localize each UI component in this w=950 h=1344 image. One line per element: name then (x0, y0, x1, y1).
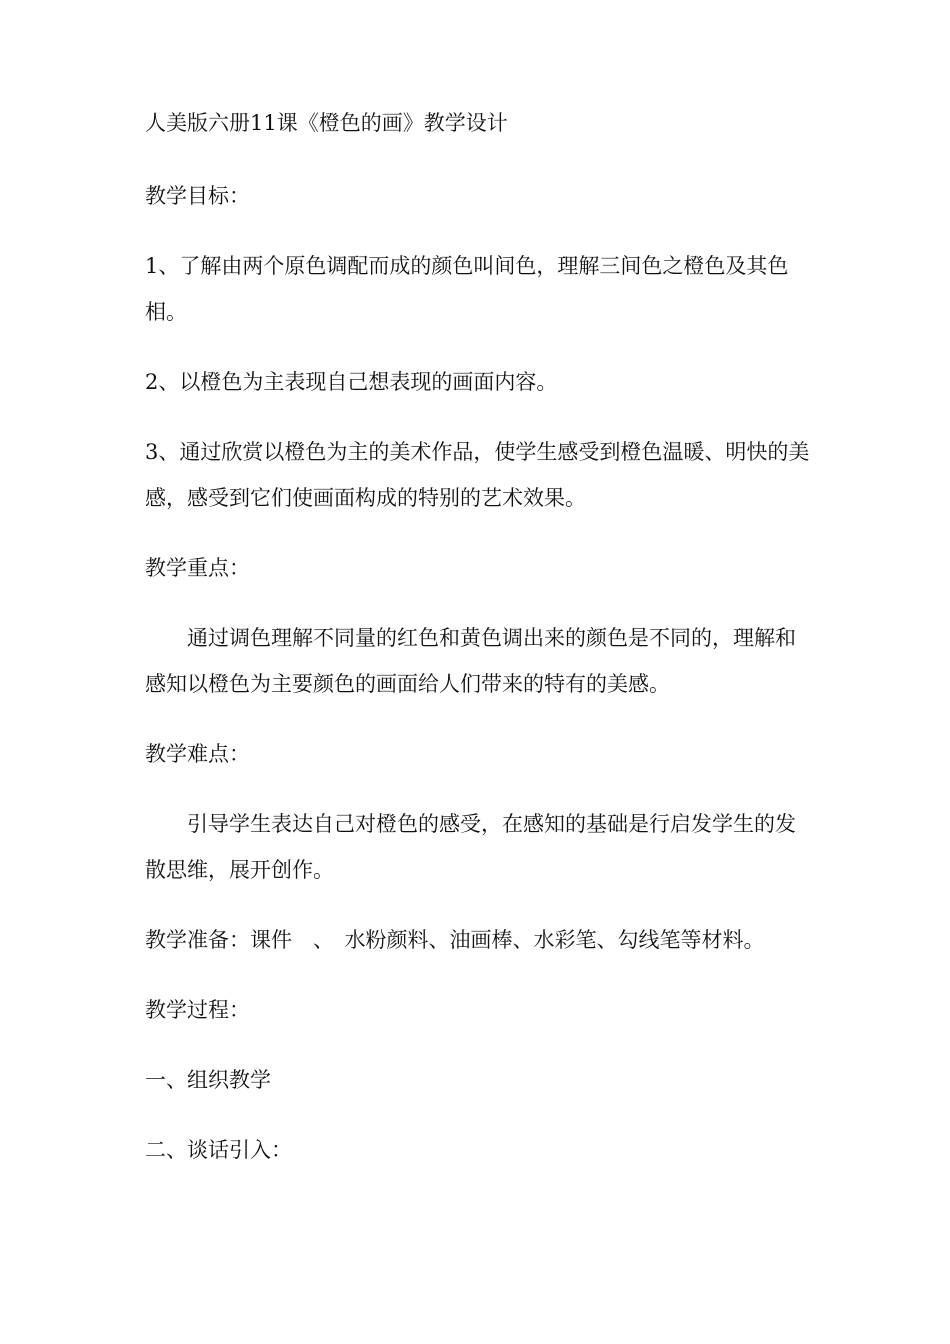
objective-item-3: 3、通过欣赏以橙色为主的美术作品，使学生感受到橙色温暖、明快的美感，感受到它们使画面构成的特别的艺术效果。 (145, 440, 810, 510)
objective-item-2: 2、以橙色为主表现自己想表现的画面内容。 (145, 370, 558, 394)
objectives-heading: 教学目标： (145, 184, 250, 208)
difficulties-heading: 教学难点： (145, 742, 250, 766)
objective-item-1: 1、了解由两个原色调配而成的颜色叫间色，理解三间色之橙色及其色相。 (145, 254, 789, 324)
process-step-2: 二、谈话引入： (145, 1138, 292, 1162)
difficulties-text: 引导学生表达自己对橙色的感受，在感知的基础是行启发学生的发散思维，展开创作。 (145, 812, 796, 882)
process-step-1: 一、组织教学 (145, 1068, 271, 1092)
process-heading: 教学过程： (145, 998, 250, 1022)
preparation-text: 教学准备：课件 、 水粉颜料、油画棒、水彩笔、勾线笔等材料。 (145, 928, 765, 952)
document-body (145, 100, 810, 1173)
key-points-text: 通过调色理解不同量的红色和黄色调出来的颜色是不同的，理解和感知以橙色为主要颜色的画面给人们带来的特有的美感。 (145, 626, 796, 696)
document-title: 人美版六册11课《橙色的画》教学设计 (145, 111, 508, 135)
key-points-heading: 教学重点： (145, 556, 250, 580)
